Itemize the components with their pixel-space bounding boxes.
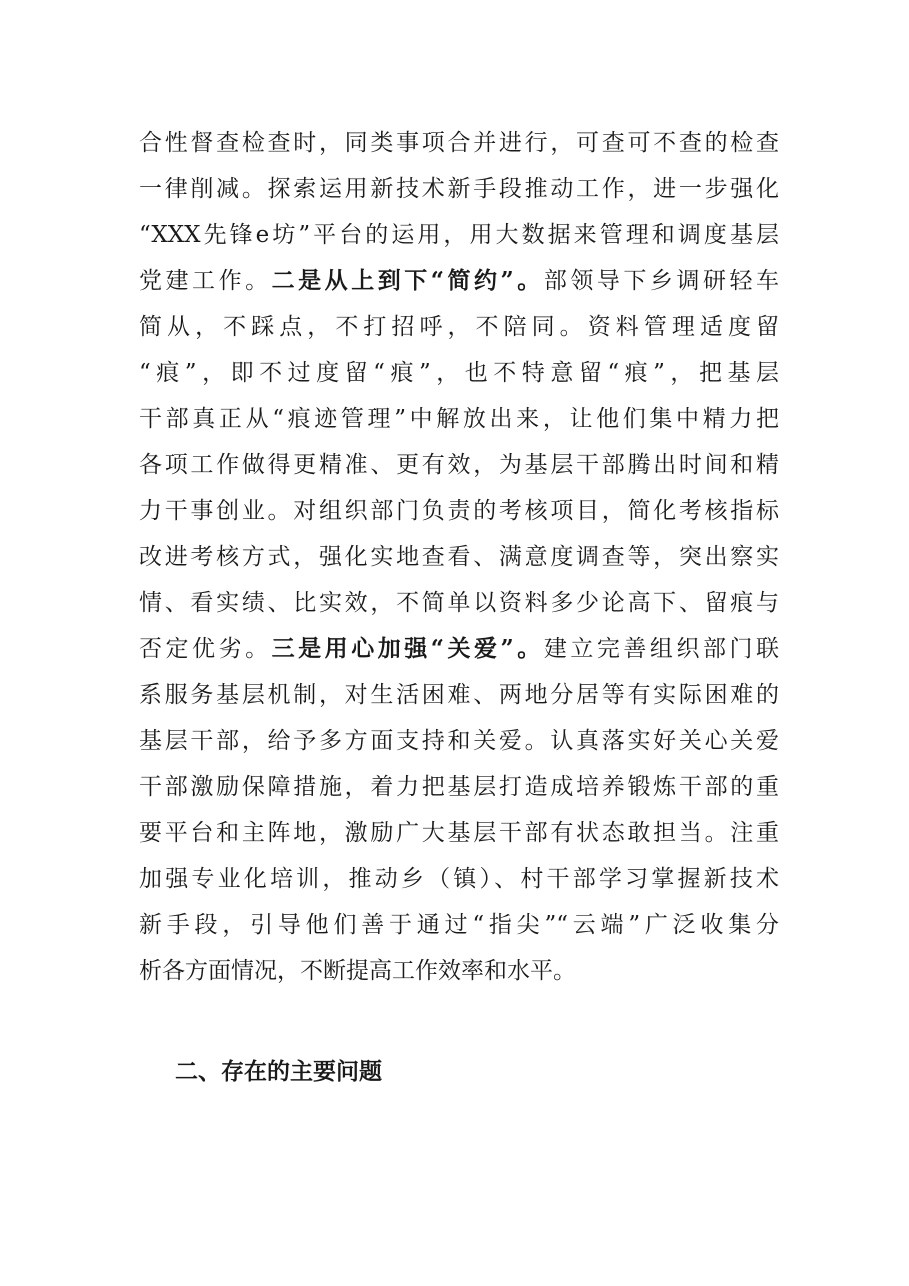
text-line: 情、看实绩、比实效，不简单以资料多少论高下、留痕与 [139,590,779,616]
text-line: 析各方面情况，不断提高工作效率和水平。 [139,958,576,984]
text-line: 基层干部，给予多方面支持和关爱。认真落实好关心关爱 [139,728,779,754]
bold-lead-phrase: 二是从上到下“简约”。 [271,267,544,294]
text-line: 各项工作做得更精准、更有效，为基层干部腾出时间和精 [139,452,779,478]
text-line: “痕”，即不过度留“痕”，也不特意留“痕”，把基层 [139,360,779,386]
text-line: 力干事创业。对组织部门负责的考核项目，简化考核指标 [139,498,779,524]
bold-lead-phrase: 三是用心加强“关爱”。 [271,635,544,662]
text-line: 干部真正从“痕迹管理”中解放出来，让他们集中精力把 [139,406,779,432]
section-heading: 二、存在的主要问题 [175,1059,382,1085]
text-line: 要平台和主阵地，激励广大基层干部有状态敢担当。注重 [139,820,779,846]
text-line: “XXX先锋e坊”平台的运用，用大数据来管理和调度基层 [139,222,779,248]
text-line: 系服务基层机制，对生活困难、两地分居等有实际困难的 [139,682,779,708]
text-line: 改进考核方式，强化实地查看、满意度调查等，突出察实 [139,544,779,570]
text-line: 加强专业化培训，推动乡（镇）、村干部学习掌握新技术 [139,866,779,892]
text-line: 一律削减。探索运用新技术新手段推动工作，进一步强化 [139,176,779,202]
text-line: 党建工作。二是从上到下“简约”。部领导下乡调研轻车 [139,267,780,294]
text-line: 简从，不踩点，不打招呼，不陪同。资料管理适度留 [139,314,779,340]
text-line: 干部激励保障措施，着力把基层打造成培养锻炼干部的重 [139,774,779,800]
text-line: 新手段，引导他们善于通过“指尖”“云端”广泛收集分 [139,912,779,938]
text-line: 合性督查检查时，同类事项合并进行，可查可不查的检查 [139,130,779,156]
text-line: 否定优劣。三是用心加强“关爱”。建立完善组织部门联 [139,635,780,662]
